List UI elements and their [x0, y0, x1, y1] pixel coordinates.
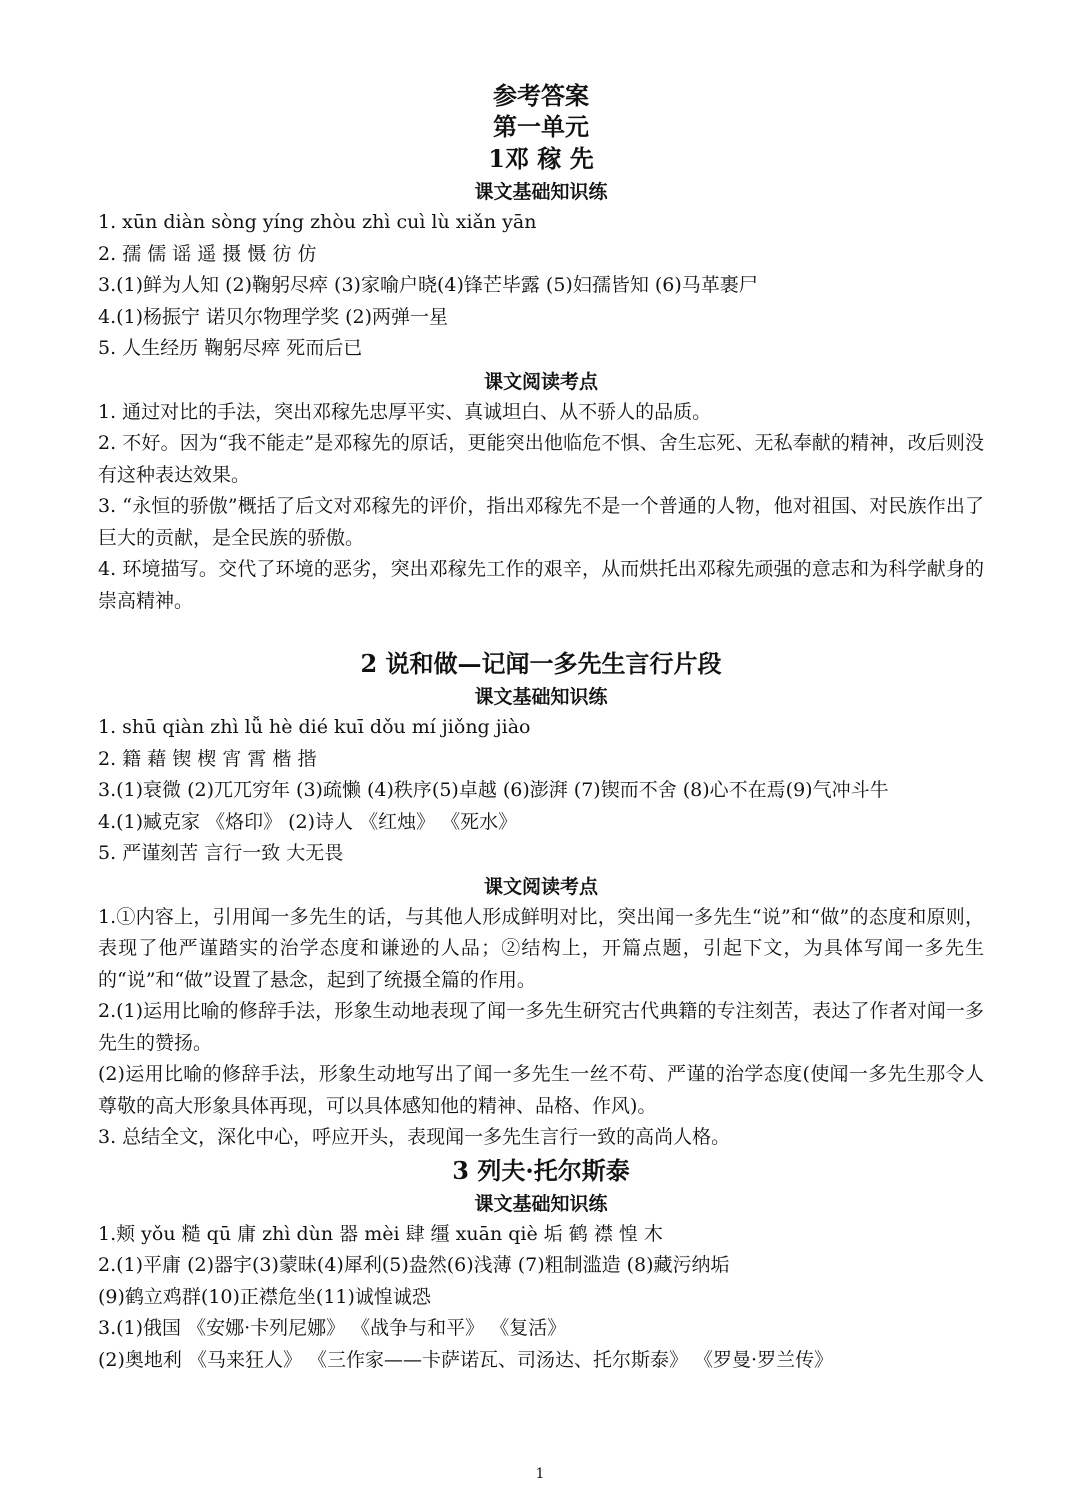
unit-title: 第一单元 [493, 112, 589, 141]
lesson-2-reading-item-1: 1.①内容上，引用闻一多先生的话，与其他人形成鲜明对比，突出闻一多先生“说”和“做”的态度和原则，表现了他严谨踏实的治学态度和谦逊的人品；②结构上，开篇点题，引起下文，为具体写闻一多先生的“说”和“做”设置了悬念，起到了统摄全篇的作用。 [98, 905, 984, 991]
lesson-3-title: 3 列夫·托尔斯泰 [452, 1155, 630, 1185]
lesson-2-basic-heading: 课文基础知识练 [474, 686, 608, 708]
lesson-2-basic-item-2: 2. 籍 藉 锲 楔 宵 霄 楷 揩 [98, 747, 317, 770]
lesson-2-basic-item-4: 4.(1)臧克家 《烙印》 (2)诗人 《红烛》 《死水》 [98, 810, 518, 833]
lesson-1-reading-item-2: 2. 不好。因为“我不能走”是邓稼先的原话，更能突出他临危不惧、舍生忘死、无私奉献的精神，改后则没有这种表达效果。 [98, 432, 984, 486]
lesson-3-basic-item-2: 2.(1)平庸 (2)器宇(3)蒙昧(4)犀利(5)盎然(6)浅薄 (7)粗制滥造 (8)藏污纳垢 [98, 1254, 730, 1276]
lesson-1-basic-item-5: 5. 人生经历 鞠躬尽瘁 死而后已 [98, 337, 363, 359]
lesson-1-reading-item-4: 4. 环境描写。交代了环境的恶劣，突出邓稼先工作的艰辛，从而烘托出邓稼先顽强的意志和为科学献身的崇高精神。 [98, 558, 984, 612]
document-title: 参考答案 [493, 81, 589, 110]
lesson-2-reading-item-4: 3. 总结全文，深化中心，呼应开头，表现闻一多先生言行一致的高尚人格。 [98, 1126, 731, 1148]
lesson-2-reading-item-2: 2.(1)运用比喻的修辞手法，形象生动地表现了闻一多先生研究古代典籍的专注刻苦，表达了作者对闻一多先生的赞扬。 [98, 1000, 984, 1054]
lesson-3-basic-item-4: 3.(1)俄国 《安娜·卡列尼娜》 《战争与和平》 《复活》 [98, 1317, 567, 1339]
section-spacer [98, 617, 984, 647]
lesson-3-basic-item-5: (2)奥地利 《马来狂人》 《三作家——卡萨诺瓦、司汤达、托尔斯泰》 《罗曼·罗兰传》 [98, 1348, 834, 1371]
lesson-1-basic-item-2: 2. 孺 儒 谣 遥 摄 慑 彷 仿 [98, 242, 317, 265]
lesson-1-basic-item-3: 3.(1)鲜为人知 (2)鞠躬尽瘁 (3)家喻户晓(4)锋芒毕露 (5)妇孺皆知 (6)马革裹尸 [98, 274, 758, 296]
lesson-1-title: 1邓 稼 先 [488, 144, 594, 173]
lesson-1-reading-heading: 课文阅读考点 [483, 370, 598, 393]
lesson-2-basic-item-3: 3.(1)衰微 (2)兀兀穷年 (3)疏懒 (4)秩序(5)卓越 (6)澎湃 (7)锲而不舍 (8)心不在焉(9)气冲斗牛 [98, 779, 889, 801]
lesson-2-reading-item-3: (2)运用比喻的修辞手法，形象生动地写出了闻一多先生一丝不苟、严谨的治学态度(使闻一多先生那令人尊敬的高大形象具体再现，可以具体感知他的精神、品格、作风)。 [98, 1063, 984, 1117]
lesson-1-reading-item-3: 3. “永恒的骄傲”概括了后文对邓稼先的评价，指出邓稼先不是一个普通的人物，他对祖国、对民族作出了巨大的贡献，是全民族的骄傲。 [98, 495, 984, 549]
lesson-2-title: 2 说和做—记闻一多先生言行片段 [360, 649, 722, 678]
lesson-2-basic-item-1: 1. shū qiàn zhì lǚ hè dié kuī dǒu mí jiǒng jiào [98, 716, 531, 738]
lesson-1-basic-item-4: 4.(1)杨振宁 诺贝尔物理学奖 (2)两弹一星 [98, 305, 449, 328]
lesson-2-basic-item-5: 5. 严谨刻苦 言行一致 大无畏 [98, 842, 344, 864]
page-number: 1 [535, 1466, 545, 1482]
lesson-3-basic-item-3: (9)鹤立鸡群(10)正襟危坐(11)诚惶诚恐 [98, 1285, 431, 1308]
lesson-1-basic-item-1: 1. xūn diàn sòng yíng zhòu zhì cuì lù xiǎn yān [98, 211, 537, 233]
lesson-1-reading-item-1: 1. 通过对比的手法，突出邓稼先忠厚平实、真诚坦白、从不骄人的品质。 [98, 400, 712, 423]
lesson-3-basic-heading: 课文基础知识练 [474, 1192, 608, 1215]
lesson-3-basic-item-1: 1.颊 yǒu 糙 qū 庸 zhì dùn 器 mèi 肆 缰 xuān qiè 垢 鹤 襟 惶 木 [98, 1222, 663, 1245]
lesson-1-basic-heading: 课文基础知识练 [474, 181, 608, 203]
lesson-2-reading-heading: 课文阅读考点 [483, 875, 598, 898]
